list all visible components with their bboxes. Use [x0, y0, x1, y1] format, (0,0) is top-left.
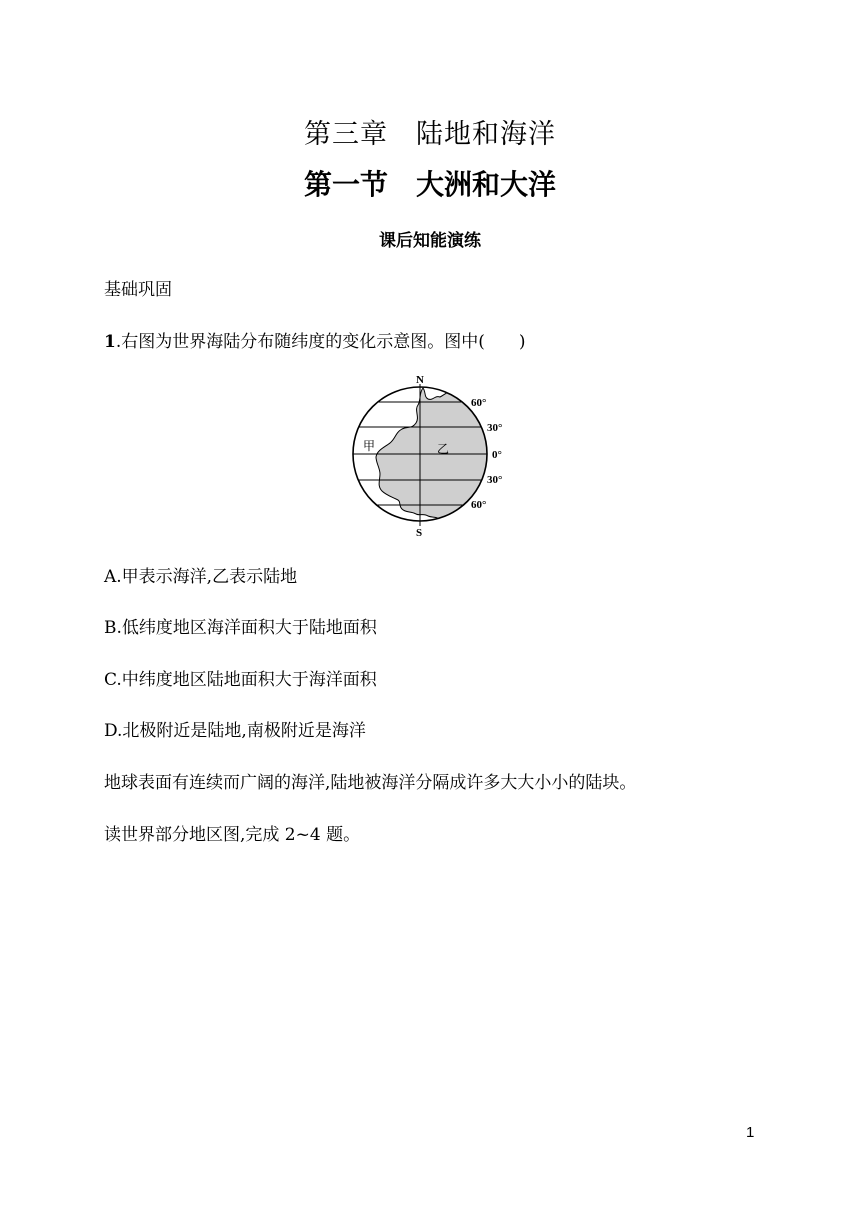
page-number: 1 [746, 1124, 755, 1141]
section-heading: 基础巩固 [104, 280, 172, 300]
option-b[interactable]: B.低纬度地区海洋面积大于陆地面积 [104, 618, 377, 638]
label-jia: 甲 [363, 439, 376, 453]
option-a[interactable]: A.甲表示海洋,乙表示陆地 [104, 567, 298, 587]
chapter-title: 第三章 陆地和海洋 [304, 119, 556, 150]
lat-60n-label: 60° [471, 397, 487, 409]
south-label: S [416, 527, 423, 538]
lat-0-label: 0° [492, 449, 502, 461]
question-number: 1 [104, 332, 116, 352]
lat-60s-label: 60° [471, 499, 487, 511]
option-d[interactable]: D.北极附近是陆地,南极附近是海洋 [104, 721, 366, 741]
option-c[interactable]: C.中纬度地区陆地面积大于海洋面积 [104, 670, 377, 690]
land-sea-distribution-figure [340, 370, 520, 538]
lat-30n-label: 30° [487, 422, 503, 434]
label-yi: 乙 [437, 442, 450, 456]
intro-paragraph: 地球表面有连续而广阔的海洋,陆地被海洋分隔成许多大大小小的陆块。 [104, 773, 637, 793]
north-label: N [416, 374, 424, 386]
instruction-paragraph: 读世界部分地区图,完成 2~4 题。 [104, 825, 361, 845]
question-text: .右图为世界海陆分布随纬度的变化示意图。图中( ) [115, 332, 526, 352]
subtitle: 课后知能演练 [379, 231, 481, 251]
question-1 [104, 327, 526, 352]
lat-30s-label: 30° [487, 474, 503, 486]
section-title: 第一节 大洲和大洋 [303, 168, 556, 201]
